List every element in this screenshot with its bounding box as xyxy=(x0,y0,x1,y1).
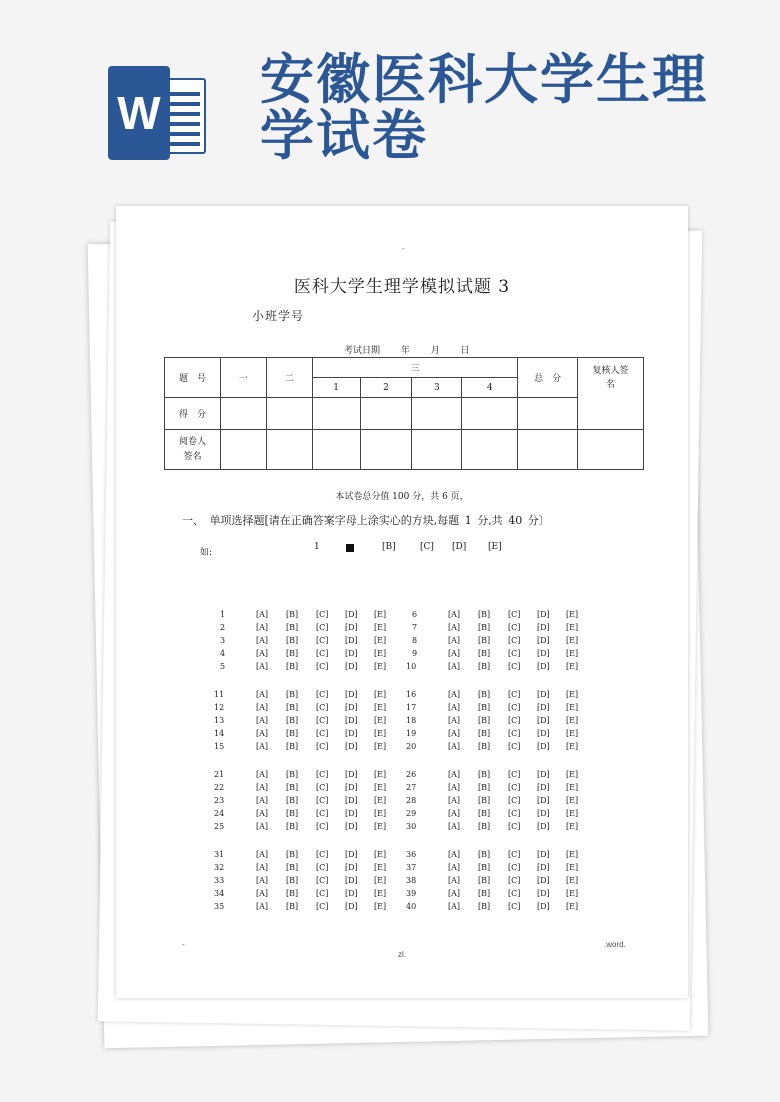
answer-option[interactable]: [E] xyxy=(566,662,579,671)
answer-option[interactable]: [D] xyxy=(537,690,550,699)
header-mark: - xyxy=(402,244,405,253)
answer-option[interactable]: [C] xyxy=(316,850,329,859)
answer-option[interactable]: [C] xyxy=(316,716,329,725)
answer-option[interactable]: [B] xyxy=(286,850,299,859)
answer-option[interactable]: [D] xyxy=(345,742,358,751)
answer-option[interactable]: [A] xyxy=(256,742,269,751)
banner-title: 安徽医科大学生理学试卷 xyxy=(260,48,708,167)
answer-option[interactable]: [E] xyxy=(566,850,579,859)
question-number: 35 xyxy=(214,902,225,911)
answer-option[interactable]: [D] xyxy=(345,690,358,699)
answer-option[interactable]: [C] xyxy=(316,636,329,645)
answer-option[interactable]: [B] xyxy=(286,742,299,751)
answer-option[interactable]: [E] xyxy=(374,690,387,699)
answer-option[interactable]: [C] xyxy=(508,690,521,699)
answer-option[interactable]: [D] xyxy=(345,796,358,805)
answer-option[interactable]: [B] xyxy=(286,902,299,911)
answer-row xyxy=(116,902,579,915)
answer-option[interactable]: [A] xyxy=(448,850,461,859)
answer-option[interactable]: [E] xyxy=(566,902,579,911)
answer-row xyxy=(116,623,579,636)
question-number: 27 xyxy=(406,783,417,792)
answer-option[interactable]: [D] xyxy=(537,649,550,658)
footer-center: zl. xyxy=(398,950,406,959)
answer-option[interactable]: [E] xyxy=(566,703,579,712)
answer-option[interactable]: [E] xyxy=(374,623,387,632)
answer-option[interactable]: [A] xyxy=(448,649,461,658)
answer-option[interactable]: [B] xyxy=(478,690,491,699)
question-number: 21 xyxy=(214,770,225,779)
row-marker-label: 阅卷人签名 xyxy=(165,430,221,470)
answer-option[interactable]: [C] xyxy=(316,770,329,779)
answer-option[interactable]: [B] xyxy=(286,729,299,738)
answer-option[interactable]: [A] xyxy=(448,796,461,805)
answer-option[interactable]: [C] xyxy=(508,850,521,859)
answer-option[interactable]: [B] xyxy=(286,822,299,831)
answer-option[interactable]: [A] xyxy=(448,902,461,911)
question-number: 14 xyxy=(214,729,225,738)
answer-option[interactable]: [B] xyxy=(478,770,491,779)
answer-option[interactable]: [C] xyxy=(316,729,329,738)
question-number: 11 xyxy=(214,690,225,699)
answer-option[interactable]: [D] xyxy=(345,822,358,831)
word-icon xyxy=(108,66,208,160)
answer-option[interactable]: [B] xyxy=(286,690,299,699)
answer-option[interactable]: [C] xyxy=(316,809,329,818)
answer-option[interactable]: [D] xyxy=(345,623,358,632)
answer-option[interactable]: [A] xyxy=(256,703,269,712)
answer-option[interactable]: [B] xyxy=(478,863,491,872)
answer-option[interactable]: [E] xyxy=(374,876,387,885)
answer-row xyxy=(116,783,579,796)
answer-option[interactable]: [C] xyxy=(316,610,329,619)
answer-option[interactable]: [B] xyxy=(478,809,491,818)
answer-row xyxy=(116,742,579,755)
answer-option[interactable]: [E] xyxy=(374,822,387,831)
answer-row xyxy=(116,863,579,876)
answer-option[interactable]: [D] xyxy=(537,889,550,898)
answer-row xyxy=(116,690,579,703)
answer-option[interactable]: [D] xyxy=(345,703,358,712)
header-sub-2: 2 xyxy=(360,378,412,398)
answer-option[interactable]: [D] xyxy=(345,716,358,725)
answer-option[interactable]: [D] xyxy=(345,876,358,885)
header-total: 总 分 xyxy=(518,358,578,398)
answer-row xyxy=(116,662,579,675)
answer-option[interactable]: [C] xyxy=(508,729,521,738)
answer-option[interactable]: [D] xyxy=(537,703,550,712)
answer-option[interactable]: [E] xyxy=(374,636,387,645)
answer-option[interactable]: [D] xyxy=(537,636,550,645)
answer-option[interactable]: [E] xyxy=(566,876,579,885)
answer-option[interactable]: [A] xyxy=(448,783,461,792)
answer-row xyxy=(116,809,579,822)
answer-option[interactable]: [A] xyxy=(256,636,269,645)
answer-option[interactable]: [A] xyxy=(256,662,269,671)
answer-option[interactable]: [E] xyxy=(374,850,387,859)
answer-option[interactable]: [B] xyxy=(478,850,491,859)
question-number: 31 xyxy=(214,850,225,859)
header-part-1: 一 xyxy=(220,358,266,398)
answer-option[interactable]: [D] xyxy=(345,770,358,779)
question-number: 3 xyxy=(220,636,226,645)
answer-row xyxy=(116,636,579,649)
example-option: [D] xyxy=(452,542,467,552)
answer-option[interactable]: [B] xyxy=(286,610,299,619)
answer-option[interactable]: [E] xyxy=(566,796,579,805)
answer-row xyxy=(116,796,579,809)
answer-option[interactable]: [A] xyxy=(448,742,461,751)
answer-option[interactable]: [B] xyxy=(478,822,491,831)
answer-option[interactable]: [A] xyxy=(448,729,461,738)
question-number: 13 xyxy=(214,716,225,725)
answer-option[interactable]: [C] xyxy=(508,783,521,792)
question-number: 28 xyxy=(406,796,417,805)
answer-option[interactable]: [C] xyxy=(508,809,521,818)
answer-row xyxy=(116,729,579,742)
answer-option[interactable]: [B] xyxy=(286,703,299,712)
exam-sheet xyxy=(116,206,688,998)
answer-option[interactable]: [E] xyxy=(566,783,579,792)
answer-option[interactable]: [B] xyxy=(286,716,299,725)
answer-option[interactable]: [B] xyxy=(286,783,299,792)
answer-option[interactable]: [B] xyxy=(478,889,491,898)
header-sub-4: 4 xyxy=(462,378,518,398)
answer-option[interactable]: [D] xyxy=(537,610,550,619)
answer-option[interactable]: [B] xyxy=(478,636,491,645)
answer-option[interactable]: [B] xyxy=(478,662,491,671)
answer-option[interactable]: [B] xyxy=(286,876,299,885)
answer-option[interactable]: [E] xyxy=(566,863,579,872)
header-sub-1: 1 xyxy=(312,378,360,398)
answer-option[interactable]: [A] xyxy=(256,902,269,911)
answer-option[interactable]: [A] xyxy=(256,889,269,898)
answer-option[interactable]: [C] xyxy=(508,662,521,671)
answer-option[interactable]: [A] xyxy=(448,889,461,898)
answer-option[interactable]: [A] xyxy=(448,662,461,671)
answer-option[interactable]: [E] xyxy=(374,889,387,898)
answer-option[interactable]: [A] xyxy=(256,863,269,872)
answer-option[interactable]: [E] xyxy=(566,742,579,751)
answer-row xyxy=(116,850,579,863)
answer-option[interactable]: [B] xyxy=(478,610,491,619)
answer-option[interactable]: [E] xyxy=(566,636,579,645)
paper-summary: 本试卷总分值 100 分，共 6 页， xyxy=(335,492,469,502)
question-number: 22 xyxy=(214,783,225,792)
answer-option[interactable]: [D] xyxy=(537,876,550,885)
answer-option[interactable]: [C] xyxy=(508,636,521,645)
answer-option[interactable]: [A] xyxy=(256,610,269,619)
answer-option[interactable]: [A] xyxy=(448,770,461,779)
answer-option[interactable]: [C] xyxy=(508,889,521,898)
question-number: 17 xyxy=(406,703,417,712)
answer-option[interactable]: [E] xyxy=(566,889,579,898)
footer-left: - xyxy=(182,940,185,949)
answer-option[interactable]: [D] xyxy=(345,662,358,671)
answer-option[interactable]: [A] xyxy=(256,850,269,859)
question-number: 16 xyxy=(406,690,417,699)
example-option: [B] xyxy=(382,542,396,552)
answer-option[interactable]: [E] xyxy=(566,770,579,779)
answer-option[interactable]: [C] xyxy=(316,863,329,872)
question-number: 4 xyxy=(220,649,226,658)
answer-option[interactable]: [B] xyxy=(286,649,299,658)
answer-option[interactable]: [E] xyxy=(374,649,387,658)
answer-option[interactable]: [D] xyxy=(537,783,550,792)
class-id-label: 小班学号 xyxy=(252,309,305,323)
answer-option[interactable]: [D] xyxy=(345,902,358,911)
word-badge: W xyxy=(108,66,170,160)
question-number: 20 xyxy=(406,742,417,751)
question-number: 6 xyxy=(412,610,418,619)
footer-right: .word. xyxy=(604,940,626,949)
question-number: 30 xyxy=(406,822,417,831)
answer-option[interactable]: [D] xyxy=(537,716,550,725)
answer-option[interactable]: [D] xyxy=(345,889,358,898)
answer-option[interactable]: [D] xyxy=(345,809,358,818)
question-number: 37 xyxy=(406,863,417,872)
answer-option[interactable]: [B] xyxy=(478,649,491,658)
answer-option[interactable]: [D] xyxy=(537,850,550,859)
answer-row xyxy=(116,889,579,902)
answer-option[interactable]: [E] xyxy=(374,783,387,792)
question-number: 24 xyxy=(214,809,225,818)
answer-option[interactable]: [A] xyxy=(448,690,461,699)
answer-row xyxy=(116,770,579,783)
answer-option[interactable]: [C] xyxy=(316,649,329,658)
answer-option[interactable]: [D] xyxy=(345,610,358,619)
answer-option[interactable]: [B] xyxy=(478,876,491,885)
answer-option[interactable]: [B] xyxy=(478,623,491,632)
answer-option[interactable]: [B] xyxy=(478,716,491,725)
answer-option[interactable]: [B] xyxy=(478,742,491,751)
answer-option[interactable]: [C] xyxy=(316,796,329,805)
question-number: 38 xyxy=(406,876,417,885)
answer-option[interactable]: [D] xyxy=(345,850,358,859)
answer-option[interactable]: [A] xyxy=(256,716,269,725)
answer-option[interactable]: [C] xyxy=(508,703,521,712)
answer-option[interactable]: [C] xyxy=(316,889,329,898)
answer-option[interactable]: [E] xyxy=(374,809,387,818)
answer-option[interactable]: [E] xyxy=(374,716,387,725)
question-number: 25 xyxy=(214,822,225,831)
answer-option[interactable]: [E] xyxy=(566,623,579,632)
answer-option[interactable]: [D] xyxy=(345,636,358,645)
answer-option[interactable]: [A] xyxy=(448,876,461,885)
answer-option[interactable]: [C] xyxy=(508,822,521,831)
question-number: 26 xyxy=(406,770,417,779)
question-number: 19 xyxy=(406,729,417,738)
answer-option[interactable]: [E] xyxy=(566,716,579,725)
answer-option[interactable]: [A] xyxy=(256,822,269,831)
answer-option[interactable]: [C] xyxy=(316,822,329,831)
answer-option[interactable]: [C] xyxy=(316,876,329,885)
answer-option[interactable]: [D] xyxy=(537,822,550,831)
answer-option[interactable]: [B] xyxy=(286,889,299,898)
question-number: 36 xyxy=(406,850,417,859)
answer-option[interactable]: [C] xyxy=(316,690,329,699)
question-number: 10 xyxy=(406,662,417,671)
example-option: [E] xyxy=(488,542,502,552)
answer-option[interactable]: [D] xyxy=(537,809,550,818)
answer-option[interactable]: [D] xyxy=(345,783,358,792)
answer-option[interactable]: [C] xyxy=(508,623,521,632)
answer-option[interactable]: [A] xyxy=(256,783,269,792)
answer-option[interactable]: [B] xyxy=(286,863,299,872)
answer-option[interactable]: [D] xyxy=(537,662,550,671)
question-number: 39 xyxy=(406,889,417,898)
answer-option[interactable]: [C] xyxy=(316,742,329,751)
question-number: 34 xyxy=(214,889,225,898)
answer-option[interactable]: [D] xyxy=(345,649,358,658)
row-score-label: 得 分 xyxy=(165,398,221,430)
answer-row xyxy=(116,876,579,889)
header-part-3: 三 xyxy=(312,358,517,378)
answer-option[interactable]: [B] xyxy=(286,809,299,818)
question-number: 40 xyxy=(406,902,417,911)
answer-option[interactable]: [C] xyxy=(508,902,521,911)
header-tihao: 题 号 xyxy=(165,358,221,398)
question-number: 12 xyxy=(214,703,225,712)
answer-option[interactable]: [A] xyxy=(256,690,269,699)
answer-option[interactable]: [E] xyxy=(566,690,579,699)
question-number: 9 xyxy=(412,649,418,658)
answer-option[interactable]: [A] xyxy=(448,716,461,725)
answer-option[interactable]: [A] xyxy=(448,809,461,818)
answer-option[interactable]: [E] xyxy=(374,662,387,671)
answer-option[interactable]: [A] xyxy=(256,796,269,805)
answer-option[interactable]: [C] xyxy=(508,770,521,779)
answer-option[interactable]: [A] xyxy=(448,610,461,619)
answer-option[interactable]: [A] xyxy=(256,649,269,658)
header-sub-3: 3 xyxy=(412,378,462,398)
answer-option[interactable]: [D] xyxy=(537,623,550,632)
answer-option[interactable]: [A] xyxy=(256,876,269,885)
answer-option[interactable]: [E] xyxy=(566,809,579,818)
answer-option[interactable]: [B] xyxy=(478,703,491,712)
question-number: 33 xyxy=(214,876,225,885)
example-label: 如: xyxy=(200,548,213,558)
answer-row xyxy=(116,822,579,835)
answer-option[interactable]: [E] xyxy=(566,729,579,738)
answer-option[interactable]: [D] xyxy=(537,742,550,751)
answer-option[interactable]: [A] xyxy=(256,623,269,632)
answer-option[interactable]: [C] xyxy=(316,662,329,671)
answer-option[interactable]: [B] xyxy=(286,636,299,645)
answer-option[interactable]: [C] xyxy=(508,863,521,872)
answer-option[interactable]: [E] xyxy=(374,610,387,619)
answer-option[interactable]: [C] xyxy=(508,610,521,619)
answer-option[interactable]: [E] xyxy=(374,729,387,738)
answer-option[interactable]: [E] xyxy=(374,863,387,872)
answer-option[interactable]: [A] xyxy=(256,770,269,779)
answer-option[interactable]: [D] xyxy=(537,729,550,738)
answer-option[interactable]: [C] xyxy=(316,783,329,792)
example-option: [C] xyxy=(420,542,434,552)
answer-option[interactable]: [B] xyxy=(286,662,299,671)
question-number: 1 xyxy=(220,610,226,619)
answer-option[interactable]: [A] xyxy=(448,636,461,645)
answer-option[interactable]: [D] xyxy=(537,770,550,779)
answer-row xyxy=(116,610,579,623)
answer-option[interactable]: [D] xyxy=(537,863,550,872)
answer-option[interactable]: [C] xyxy=(508,796,521,805)
answer-option[interactable]: [A] xyxy=(256,729,269,738)
answer-option[interactable]: [E] xyxy=(566,649,579,658)
question-number: 7 xyxy=(412,623,418,632)
answer-option[interactable]: [E] xyxy=(374,703,387,712)
question-number: 8 xyxy=(412,636,418,645)
answer-option[interactable]: [B] xyxy=(478,902,491,911)
question-number: 15 xyxy=(214,742,225,751)
question-number: 32 xyxy=(214,863,225,872)
answer-option[interactable]: [E] xyxy=(374,742,387,751)
example-number: 1 xyxy=(314,542,320,552)
answer-option[interactable]: [C] xyxy=(316,623,329,632)
answer-option[interactable]: [A] xyxy=(448,703,461,712)
answer-option[interactable]: [E] xyxy=(566,610,579,619)
answer-option[interactable]: [D] xyxy=(537,796,550,805)
answer-option[interactable]: [D] xyxy=(345,729,358,738)
section-heading: 一、 单项选择题[请在正确答案字母上涂实心的方块,每题 1 分,共 40 分〕 xyxy=(182,514,550,527)
answer-option[interactable]: [B] xyxy=(286,623,299,632)
answer-option[interactable]: [B] xyxy=(478,796,491,805)
question-number: 23 xyxy=(214,796,225,805)
answer-option[interactable]: [D] xyxy=(537,902,550,911)
question-number: 29 xyxy=(406,809,417,818)
answer-option[interactable]: [B] xyxy=(286,796,299,805)
answer-option[interactable]: [C] xyxy=(508,716,521,725)
answer-option[interactable]: [C] xyxy=(508,876,521,885)
question-number: 2 xyxy=(220,623,226,632)
answer-option[interactable]: [B] xyxy=(478,729,491,738)
answer-option[interactable]: [C] xyxy=(316,703,329,712)
answer-option[interactable]: [E] xyxy=(374,902,387,911)
answer-grid xyxy=(116,206,688,998)
header-part-2: 二 xyxy=(266,358,312,398)
question-number: 5 xyxy=(220,662,226,671)
answer-option[interactable]: [C] xyxy=(508,649,521,658)
answer-row xyxy=(116,649,579,662)
answer-option[interactable]: [C] xyxy=(508,742,521,751)
answer-option[interactable]: [A] xyxy=(256,809,269,818)
answer-option[interactable]: [A] xyxy=(448,623,461,632)
doc-title: 医科大学生理学模拟试题 3 xyxy=(293,277,511,297)
question-number: 18 xyxy=(406,716,417,725)
answer-option[interactable]: [D] xyxy=(345,863,358,872)
answer-option[interactable]: [E] xyxy=(374,770,387,779)
answer-row xyxy=(116,716,579,729)
answer-option[interactable]: [A] xyxy=(448,822,461,831)
answer-option[interactable]: [E] xyxy=(374,796,387,805)
answer-option[interactable]: [A] xyxy=(448,863,461,872)
answer-option[interactable]: [B] xyxy=(286,770,299,779)
answer-option[interactable]: [B] xyxy=(478,783,491,792)
answer-row xyxy=(116,703,579,716)
answer-option[interactable]: [C] xyxy=(316,902,329,911)
answer-option[interactable]: [E] xyxy=(566,822,579,831)
header-reviewer: 复核人签名 xyxy=(578,358,644,430)
exam-date-label: 考试日期 年 月 日 xyxy=(344,346,470,356)
